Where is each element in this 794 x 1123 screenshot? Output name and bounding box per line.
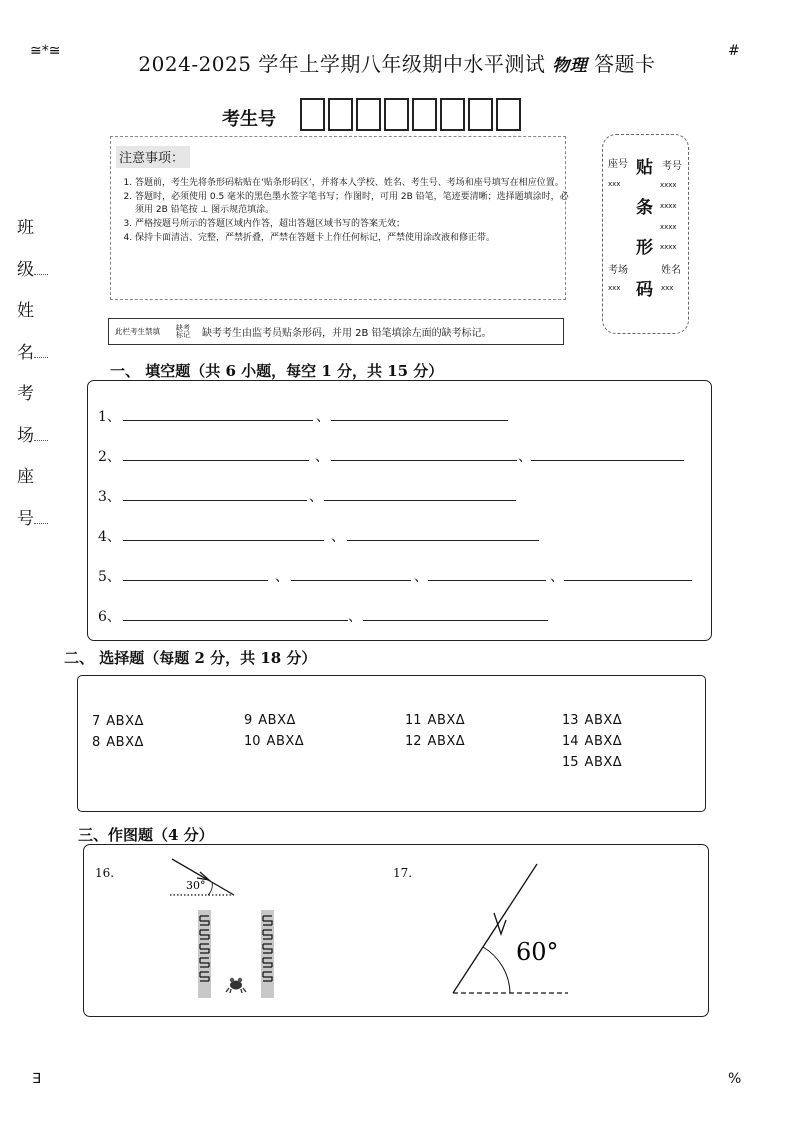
side-field-name[interactable]	[17, 296, 53, 363]
incident-ray	[172, 859, 208, 880]
blank-separator: 、	[309, 489, 323, 505]
absent-mark-checkbox[interactable]: 缺考标记	[176, 323, 190, 339]
side-field-char: 姓	[17, 301, 34, 321]
id-value: xxxx	[660, 223, 677, 231]
choice-question[interactable]: 9 ABXΔ	[244, 713, 296, 728]
choice-question[interactable]: 13 ABXΔ	[562, 713, 623, 728]
answer-blank[interactable]	[531, 446, 684, 461]
student-id-digit-box[interactable]	[496, 98, 521, 131]
answer-blank[interactable]	[428, 566, 546, 581]
angle-arc	[483, 947, 510, 993]
question-16-figure[interactable]	[160, 852, 290, 1004]
room-value: xxx	[608, 284, 621, 292]
notice-item: 2. 答题时，必须使用 0.5 毫米的黑色墨水签字笔书写；作图时，可用 2B 铅笔，笔迹要清晰；选择题填涂时，必须用 2B 铅笔按 ⊥ 图示规范填涂。	[135, 191, 575, 217]
choice-question[interactable]: 8 ABXΔ	[92, 735, 144, 750]
fill-row-4	[98, 526, 698, 544]
seat-label: 座号	[608, 159, 628, 170]
student-id-digit-box[interactable]	[440, 98, 465, 131]
answer-blank[interactable]	[291, 566, 411, 581]
light-ray	[453, 864, 537, 993]
blank-separator: 、	[316, 409, 330, 425]
student-id-digit-box[interactable]	[384, 98, 409, 131]
student-id-digit-box[interactable]	[328, 98, 353, 131]
blank-separator: 、	[414, 569, 428, 585]
student-id-boxes[interactable]	[300, 98, 524, 131]
absent-label: 此栏考生禁填	[115, 327, 160, 336]
answer-blank[interactable]	[331, 406, 508, 421]
id-value: xxxx	[660, 181, 677, 189]
corner-mark-top-left: ≅*≅	[30, 43, 61, 59]
page-title	[0, 48, 794, 77]
angle-60-label: 60°	[516, 938, 559, 966]
blank-separator: 、	[275, 569, 289, 585]
notice-item: 1. 答题前，考生先将条形码粘贴在‘贴条形码区’，并将本人学校、姓名、考生号、考场和座号填写在相应位置。	[135, 177, 575, 190]
corner-mark-top-right: #	[728, 43, 740, 59]
name-value: xxx	[661, 284, 674, 292]
blank-separator: 、	[331, 529, 345, 545]
fill-row-6	[98, 606, 698, 624]
barcode-char: 贴	[636, 158, 653, 178]
corner-mark-bottom-right: %	[728, 1071, 742, 1087]
name-label: 姓名	[661, 265, 681, 276]
question-number: 1、	[98, 409, 121, 425]
room-label: 考场	[608, 265, 628, 276]
barcode-char: 形	[636, 238, 653, 258]
section3-title: 三、作图题（4 分）	[78, 826, 214, 844]
seat-value: xxx	[608, 180, 621, 188]
barcode-char: 条	[636, 198, 653, 218]
notice-list	[117, 177, 575, 246]
angle-30-label: 30°	[186, 879, 206, 892]
question-17-figure[interactable]	[440, 855, 590, 1005]
fill-row-3	[98, 486, 698, 504]
answer-blank[interactable]	[363, 606, 548, 621]
side-field-seat[interactable]	[17, 462, 53, 529]
answer-blank[interactable]	[324, 486, 516, 501]
side-field-char: 考	[17, 384, 34, 404]
student-id-digit-box[interactable]	[468, 98, 493, 131]
section2-title: 二、 选择题（每题 2 分，共 18 分）	[64, 649, 317, 667]
question-17-number: 17.	[393, 866, 413, 880]
notice-item: 4. 保持卡面清洁、完整，严禁折叠，严禁在答题卡上作任何标记，严禁使用涂改液和修正带。	[135, 232, 575, 245]
question-number: 2、	[98, 449, 121, 465]
side-field-class[interactable]	[17, 213, 53, 280]
side-field-room[interactable]	[17, 379, 53, 446]
question-number: 3、	[98, 489, 121, 505]
side-field-char: 名	[17, 338, 53, 363]
absent-row	[108, 318, 564, 345]
answer-blank[interactable]	[564, 566, 692, 581]
choice-question[interactable]: 14 ABXΔ	[562, 734, 623, 749]
answer-blank[interactable]	[123, 406, 313, 421]
answer-blank[interactable]	[123, 486, 307, 501]
id-value: xxxx	[660, 202, 677, 210]
question-number: 4、	[98, 529, 121, 545]
section1-title: 一、 填空题（共 6 小题，每空 1 分，共 15 分）	[110, 362, 444, 380]
side-field-char: 班	[17, 218, 34, 238]
blank-separator: 、	[518, 449, 532, 465]
side-field-char: 级	[17, 255, 53, 280]
angle-arc	[208, 882, 212, 895]
fill-row-1	[98, 406, 698, 424]
blank-separator: 、	[348, 609, 362, 625]
fill-row-2	[98, 446, 698, 464]
side-field-char: 场	[17, 421, 53, 446]
choice-question[interactable]: 10 ABXΔ	[244, 734, 305, 749]
light-ray-arrow	[494, 913, 506, 934]
answer-blank[interactable]	[123, 446, 309, 461]
notice-box	[110, 136, 569, 300]
corner-mark-bottom-left: ∃	[32, 1071, 41, 1087]
side-field-char: 座	[17, 467, 34, 487]
choice-question[interactable]: 11 ABXΔ	[405, 713, 466, 728]
notice-title: 注意事项：	[116, 146, 190, 168]
notice-item: 3. 严格按题号所示的答题区域内作答，超出答题区域书写的答案无效；	[135, 218, 575, 231]
question-number: 5、	[98, 569, 121, 585]
answer-blank[interactable]	[123, 526, 324, 541]
absent-instruction: 缺考考生由监考员贴条形码，并用 2B 铅笔填涂左面的缺考标记。	[202, 328, 492, 339]
question-number: 6、	[98, 609, 121, 625]
fill-row-5	[98, 566, 698, 584]
blank-separator: 、	[550, 569, 564, 585]
choice-question[interactable]: 7 ABXΔ	[92, 714, 144, 729]
student-id-digit-box[interactable]	[356, 98, 381, 131]
answer-blank[interactable]	[347, 526, 539, 541]
student-id-digit-box[interactable]	[300, 98, 325, 131]
answer-blank[interactable]	[331, 446, 517, 461]
question-16-number: 16.	[95, 866, 115, 880]
answer-blank[interactable]	[123, 566, 268, 581]
subject-name: 物理	[552, 56, 588, 76]
blank-separator: 、	[315, 449, 329, 465]
frog-icon	[226, 978, 246, 993]
id-value: xxxx	[660, 243, 677, 251]
student-id-digit-box[interactable]	[412, 98, 437, 131]
choice-question[interactable]: 15 ABXΔ	[562, 755, 623, 770]
student-id-label: 考生号	[222, 109, 276, 130]
answer-blank[interactable]	[123, 606, 348, 621]
barcode-area	[602, 134, 689, 334]
title-suffix: 答题卡	[594, 52, 656, 76]
barcode-char: 码	[636, 280, 653, 300]
side-field-char: 号	[17, 504, 53, 529]
title-prefix: 2024-2025 学年上学期八年级期中水平测试	[138, 52, 546, 76]
choice-question[interactable]: 12 ABXΔ	[405, 734, 466, 749]
id-label: 考号	[662, 161, 682, 172]
